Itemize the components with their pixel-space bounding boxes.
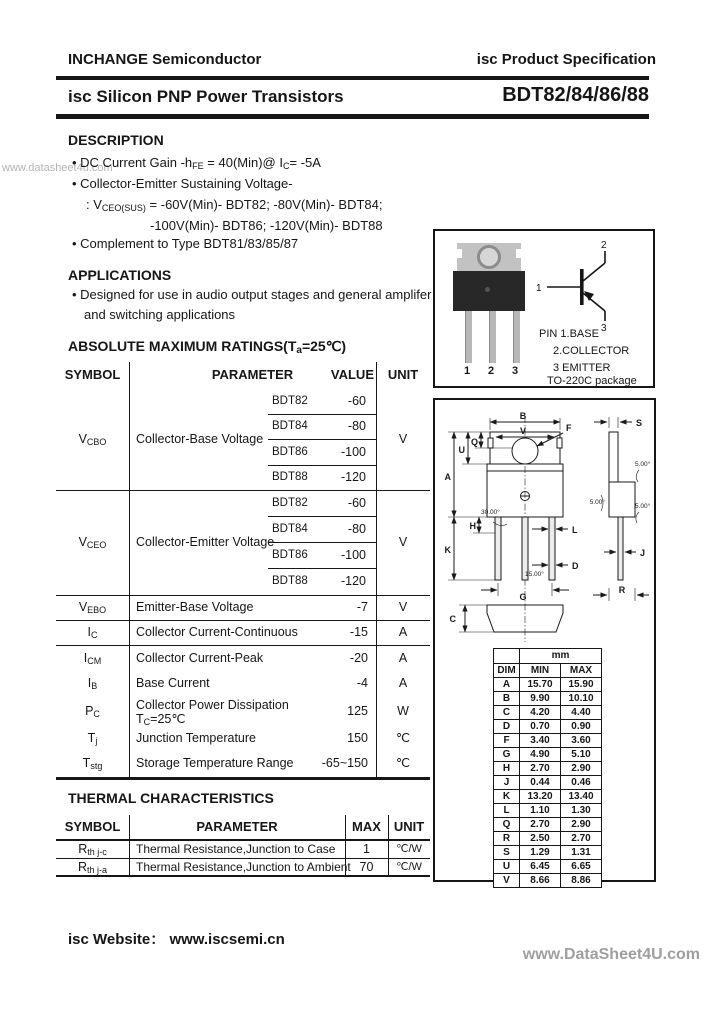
device-value: -60	[347, 496, 366, 510]
thermal-symbol: Rth j-a	[77, 860, 108, 875]
dim-unit-header: mm	[519, 649, 601, 663]
mounting-hole	[477, 245, 501, 269]
device-value: -80	[347, 522, 366, 536]
amr-param: Collector Current-Continuous	[136, 625, 298, 639]
thermal-table	[56, 815, 430, 877]
dim-label-f: F	[566, 423, 572, 433]
dim-row: H 2.70 2.90	[494, 761, 601, 775]
company-name: INCHANGE Semiconductor	[68, 51, 262, 68]
amr-unit-vcbo: V	[398, 432, 408, 446]
amr-symbol: Tstg	[82, 756, 103, 771]
description-line-3: : VCEO(SUS) = -60V(Min)- BDT82; -80V(Min)- BDT84;	[86, 197, 383, 213]
description-line-5: • Complement to Type BDT81/83/85/87	[72, 236, 299, 251]
thermal-col-max: MAX	[352, 819, 381, 834]
watermark-left: www.datasheet4u.com	[2, 162, 113, 174]
thermal-col-parameter: PARAMETER	[196, 819, 278, 834]
photo-pin-number-1: 1	[464, 365, 471, 377]
thermal-symbol: Rth j-c	[78, 842, 107, 857]
amr-symbol: ICM	[83, 651, 102, 666]
dim-label-r: R	[618, 585, 626, 595]
amr-param: Collector Power Dissipation TC=25℃	[136, 698, 289, 727]
thermal-max: 1	[363, 842, 370, 856]
footer-website: isc Website： www.iscsemi.cn	[68, 931, 285, 948]
amr-col-unit: UNIT	[387, 367, 419, 382]
header-rule	[56, 76, 649, 80]
applications-line-2: and switching applications	[84, 307, 236, 322]
device-value: -100	[340, 548, 366, 562]
pin-legend-line-2: 2.COLLECTOR	[553, 345, 630, 357]
dim-label-u: U	[458, 445, 465, 455]
dim-row: J 0.44 0.46	[494, 775, 601, 789]
amr-value: -7	[356, 600, 368, 614]
amr-value: 125	[347, 704, 368, 718]
amr-param: Base Current	[136, 676, 210, 690]
dim-row: G 4.90 5.10	[494, 747, 601, 761]
amr-param: Collector Current-Peak	[136, 651, 264, 665]
applications-line-1: • Designed for use in audio output stages and general amplifer	[72, 287, 432, 302]
product-spec-label: isc Product Specification	[476, 51, 656, 68]
dim-row: B 9.90 10.10	[494, 691, 601, 705]
dim-col-dim: DIM	[497, 665, 516, 676]
schematic-pin-3: 3	[601, 323, 607, 333]
amr-param: Junction Temperature	[136, 731, 256, 745]
amr-value: -4	[356, 676, 368, 690]
amr-heading: ABSOLUTE MAXIMUM RATINGS(Ta=25℃)	[68, 338, 347, 356]
device-name: BDT82	[272, 497, 308, 509]
dim-row: U 6.45 6.65	[494, 859, 601, 873]
angle-label-30: 30.00°	[481, 509, 500, 516]
thermal-col-unit: UNIT	[393, 819, 425, 834]
angle-label-5-lower: 5.00°	[635, 503, 651, 510]
amr-symbol: PC	[85, 704, 100, 719]
amr-divider-symbol	[129, 362, 130, 780]
device-value: -60	[347, 394, 366, 408]
dim-label-j: J	[640, 548, 646, 558]
device-name: BDT84	[272, 523, 308, 535]
dim-label-a: A	[444, 472, 451, 482]
description-line-1: • DC Current Gain -hFE = 40(Min)@ IC= -5A	[72, 155, 321, 171]
angle-label-5-left: 5.00°	[589, 499, 605, 506]
amr-table	[56, 362, 430, 780]
part-number: BDT82/84/86/88	[502, 84, 649, 106]
device-value: -120	[340, 470, 366, 484]
dimension-table	[493, 648, 602, 888]
dim-label-k: K	[444, 545, 451, 555]
amr-unit-vceo: V	[398, 535, 408, 549]
lead	[513, 311, 520, 363]
package-name: TO-220C package	[547, 375, 637, 387]
pinout-box	[433, 229, 655, 388]
angle-label-5-upper: 5.00°	[635, 461, 651, 468]
dim-row: C 4.20 4.40	[494, 705, 601, 719]
dim-row: L 1.10 1.30	[494, 803, 601, 817]
dim-label-c: C	[449, 614, 456, 624]
dim-row: S 1.29 1.31	[494, 845, 601, 859]
thermal-param: Thermal Resistance,Junction to Case	[136, 842, 336, 856]
device-value: -100	[340, 445, 366, 459]
watermark-right: www.DataSheet4U.com	[522, 946, 700, 963]
amr-value: -65~150	[321, 756, 368, 770]
amr-symbol: Tj	[87, 731, 98, 746]
pin-legend-line-1: PIN 1.BASE	[539, 328, 599, 340]
dim-label-v: V	[519, 426, 527, 436]
thermal-unit: ℃/W	[396, 861, 422, 873]
thermal-col-symbol: SYMBOL	[64, 819, 121, 834]
device-name: BDT86	[272, 446, 308, 458]
thermal-param: Thermal Resistance,Junction to Ambient	[136, 860, 351, 874]
applications-heading: APPLICATIONS	[68, 267, 172, 283]
amr-symbol: VEBO	[78, 600, 107, 615]
device-value: -80	[347, 419, 366, 433]
pnp-symbol-diagram	[533, 237, 649, 333]
dim-col-min: MIN	[519, 664, 560, 677]
dim-row: A 15.70 15.90	[494, 677, 601, 691]
thermal-unit: ℃/W	[396, 843, 422, 855]
outline-box	[433, 398, 656, 886]
amr-col-parameter: PARAMETER	[211, 367, 294, 382]
amr-unit: V	[398, 600, 408, 614]
amr-param: Emitter-Base Voltage	[136, 600, 254, 614]
amr-value: -15	[349, 625, 368, 639]
pin-legend-line-3: 3 EMITTER	[553, 362, 611, 374]
amr-unit: A	[398, 625, 408, 639]
website-url: www.iscsemi.cn	[169, 931, 285, 948]
device-name: BDT84	[272, 420, 308, 432]
description-line-4: -100V(Min)- BDT86; -120V(Min)- BDT88	[150, 218, 383, 233]
dim-row: R 2.50 2.70	[494, 831, 601, 845]
amr-value: 150	[347, 731, 368, 745]
photo-pin-number-2: 2	[488, 365, 495, 377]
dim-row: D 0.70 0.90	[494, 719, 601, 733]
amr-unit: W	[397, 704, 409, 718]
dim-label-h: H	[469, 521, 476, 531]
lead	[465, 311, 472, 363]
schematic-pin-1: 1	[536, 283, 542, 294]
dim-label-l: L	[572, 525, 578, 535]
lead	[489, 311, 496, 363]
dim-label-b: B	[519, 411, 527, 421]
amr-value: -20	[349, 651, 368, 665]
description-heading: DESCRIPTION	[68, 132, 164, 148]
amr-col-symbol: SYMBOL	[64, 367, 121, 382]
doc-title: isc Silicon PNP Power Transistors	[68, 87, 344, 106]
amr-col-value: VALUE	[330, 367, 374, 382]
amr-unit: A	[398, 651, 408, 665]
device-name: BDT82	[272, 395, 308, 407]
dim-label-d: D	[572, 561, 579, 571]
amr-symbol-vceo: VCEO	[78, 535, 107, 550]
dim-label-g: G	[519, 592, 527, 602]
amr-symbol: IC	[87, 625, 98, 640]
amr-unit: ℃	[395, 731, 411, 745]
thermal-max: 70	[359, 860, 374, 874]
device-name: BDT88	[272, 575, 308, 587]
dim-row: K 13.20 13.40	[494, 789, 601, 803]
device-value: -120	[340, 574, 366, 588]
dim-label-q: Q	[470, 437, 478, 447]
dim-row: V 8.66 8.86	[494, 873, 601, 887]
schematic-pin-2: 2	[601, 240, 607, 251]
amr-symbol-vcbo: VCBO	[78, 432, 107, 447]
amr-symbol: IB	[87, 676, 98, 691]
photo-pin-number-3: 3	[512, 365, 519, 377]
title-rule	[56, 114, 649, 119]
dim-row: F 3.40 3.60	[494, 733, 601, 747]
dim-col-max: MAX	[560, 664, 601, 677]
amr-unit: A	[398, 676, 408, 690]
amr-param: Storage Temperature Range	[136, 756, 294, 770]
amr-unit: ℃	[395, 756, 411, 770]
device-name: BDT86	[272, 549, 308, 561]
angle-label-15: 15.00°	[525, 571, 544, 578]
dim-row: Q 2.70 2.90	[494, 817, 601, 831]
dim-label-s: S	[636, 418, 643, 428]
device-name: BDT88	[272, 471, 308, 483]
thermal-heading: THERMAL CHARACTERISTICS	[68, 790, 274, 806]
description-line-2: • Collector-Emitter Sustaining Voltage-	[72, 176, 293, 191]
amr-param-vcbo: Collector-Base Voltage	[136, 432, 264, 446]
amr-param-vceo: Collector-Emitter Voltage	[136, 535, 275, 549]
